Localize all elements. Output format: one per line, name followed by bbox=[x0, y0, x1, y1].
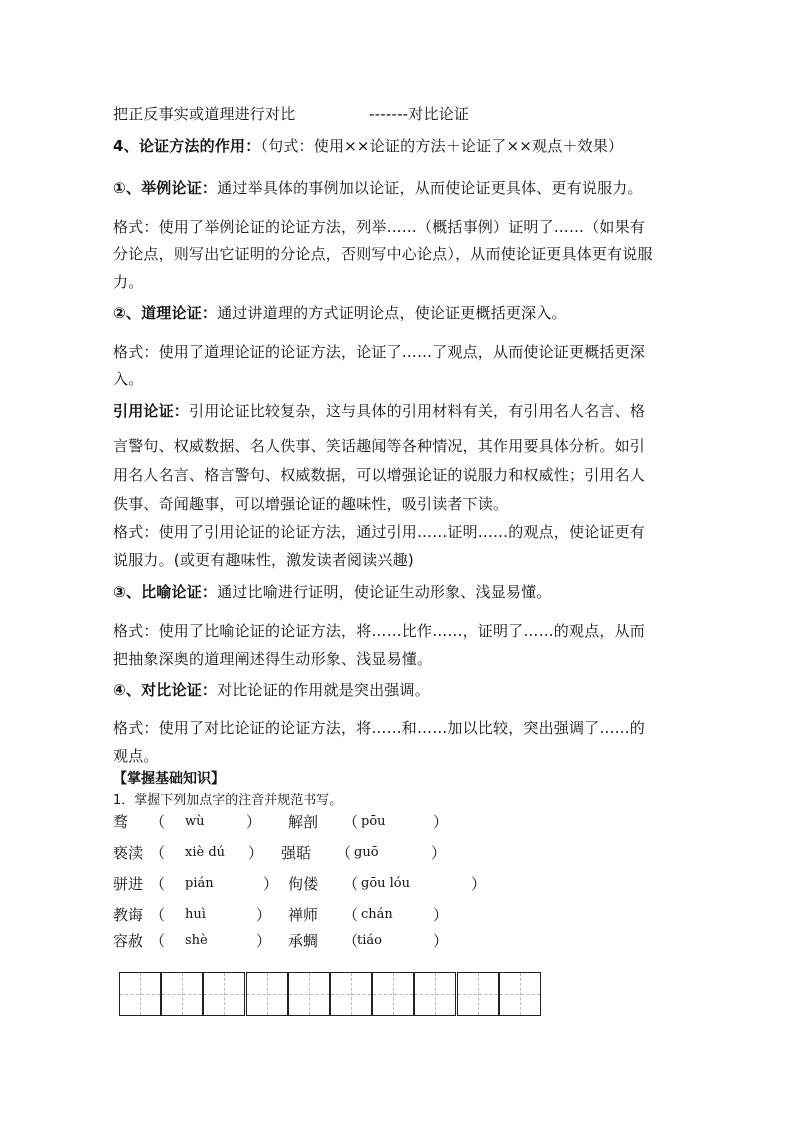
word: 强聒 bbox=[281, 844, 312, 862]
paren-open: （ bbox=[336, 844, 352, 862]
heading-pattern: （句式：使用××论证的方法＋论证了××观点＋效果） bbox=[260, 137, 624, 155]
guide-line bbox=[458, 994, 498, 995]
paren-close: ） bbox=[256, 906, 272, 924]
paren-close: ） bbox=[246, 813, 262, 831]
writing-grid-cell[interactable] bbox=[372, 972, 414, 1016]
text-line bbox=[113, 401, 645, 421]
word: 亵渎 bbox=[113, 844, 144, 862]
writing-grid bbox=[119, 972, 543, 1016]
guide-line bbox=[247, 994, 287, 995]
text-line: 言警句、权威数据、名人佚事、笑话趣闻等各种情况，其作用要具体分析。如引 bbox=[113, 437, 646, 455]
pinyin-answer[interactable]: pián bbox=[185, 876, 214, 891]
word: 承蜩 bbox=[288, 932, 319, 950]
writing-grid-cell[interactable] bbox=[414, 972, 456, 1016]
definition-text: 通过举具体的事例加以论证，从而使论证更具体、更有说服力。 bbox=[217, 179, 643, 197]
word: 禅师 bbox=[288, 906, 319, 924]
text-line: 用名人名言、格言警句、权威数据，可以增强论证的说服力和权威性；引用名人 bbox=[113, 466, 646, 484]
definition-text: 对比论证的作用就是突出强调。 bbox=[217, 681, 430, 699]
paren-open: （ bbox=[343, 932, 359, 950]
section-heading bbox=[113, 136, 623, 156]
text-line: 格式：使用了引用论证的论证方法，通过引用……证明……的观点，使论证更有 bbox=[113, 523, 646, 541]
text-line: 观点。 bbox=[113, 747, 159, 765]
term-example-argument: ①、举例论证： bbox=[113, 179, 218, 197]
term-metaphor-argument: ③、比喻论证： bbox=[113, 583, 218, 601]
text-line: 佚事、奇闻趣事，可以增强论证的趣味性，吸引读者下读。 bbox=[113, 495, 509, 513]
paren-open: （ bbox=[343, 875, 359, 893]
writing-grid-cell[interactable] bbox=[119, 972, 161, 1016]
writing-grid-cell[interactable] bbox=[499, 972, 541, 1016]
text-line: 把抽象深奥的道理阐述得生动形象、浅显易懂。 bbox=[113, 650, 433, 668]
pinyin-answer[interactable]: chán bbox=[361, 907, 393, 922]
paren-close: ） bbox=[433, 932, 449, 950]
definition-text: 通过讲道理的方式证明论点，使论证更概括更深入。 bbox=[217, 304, 567, 322]
word: 佝偻 bbox=[288, 875, 319, 893]
paren-open: （ bbox=[150, 906, 166, 924]
paren-open: （ bbox=[150, 813, 166, 831]
pinyin-answer[interactable]: xiè dú bbox=[185, 845, 226, 860]
guide-line bbox=[415, 994, 455, 995]
contrast-label: -------对比论证 bbox=[369, 105, 470, 123]
writing-grid-cell[interactable] bbox=[246, 972, 288, 1016]
contrast-definition: 把正反事实或道理进行对比 bbox=[113, 105, 296, 123]
text-line bbox=[113, 582, 552, 602]
writing-grid-cell[interactable] bbox=[161, 972, 203, 1016]
guide-line bbox=[204, 994, 244, 995]
paren-close: ） bbox=[471, 875, 487, 893]
text-line bbox=[113, 303, 567, 323]
paren-open: （ bbox=[150, 844, 166, 862]
paren-close: ） bbox=[248, 844, 264, 862]
section-title: 【掌握基础知识】 bbox=[113, 771, 225, 787]
text-line: 格式：使用了道理论证的论证方法，论证了……了观点，从而使论证更概括更深 bbox=[113, 343, 646, 361]
text-line: 说服力。(或更有趣味性，激发读者阅读兴趣) bbox=[113, 551, 414, 569]
paren-open: （ bbox=[343, 813, 359, 831]
heading-function: 4、论证方法的作用： bbox=[113, 137, 261, 155]
paren-close: ） bbox=[263, 875, 279, 893]
guide-line bbox=[373, 994, 413, 995]
word: 骛 bbox=[113, 813, 129, 831]
pinyin-answer[interactable]: huì bbox=[185, 907, 206, 922]
paren-close: ） bbox=[431, 844, 447, 862]
term-reasoning-argument: ②、道理论证： bbox=[113, 304, 218, 322]
writing-grid-cell[interactable] bbox=[203, 972, 245, 1016]
word: 教诲 bbox=[113, 906, 144, 924]
writing-grid-cell[interactable] bbox=[330, 972, 372, 1016]
definition-text: 通过比喻进行证明，使论证生动形象、浅显易懂。 bbox=[217, 583, 552, 601]
word: 容赦 bbox=[113, 932, 144, 950]
definition-text: 引用论证比较复杂，这与具体的引用材料有关，有引用名人名言、格 bbox=[189, 402, 646, 420]
text-line: 格式：使用了比喻论证的论证方法，将……比作……，证明了……的观点，从而 bbox=[113, 622, 646, 640]
paren-close: ） bbox=[256, 932, 272, 950]
text-line: 格式：使用了举例论证的论证方法，列举……（概括事例）证明了……（如果有 bbox=[113, 218, 646, 236]
guide-line bbox=[162, 994, 202, 995]
word: 解剖 bbox=[288, 813, 319, 831]
pinyin-answer[interactable]: shè bbox=[185, 933, 208, 948]
text-line bbox=[113, 104, 470, 124]
text-line bbox=[113, 178, 643, 198]
guide-line bbox=[500, 994, 540, 995]
text-line: 格式：使用了对比论证的论证方法，将……和……加以比较，突出强调了……的 bbox=[113, 719, 646, 737]
pinyin-answer[interactable]: pōu bbox=[361, 814, 386, 829]
text-line: 分论点，则写出它证明的分论点，否则写中心论点），从而使论证更具体更有说服 bbox=[113, 245, 653, 263]
pinyin-answer[interactable]: tiáo bbox=[357, 933, 382, 948]
paren-close: ） bbox=[433, 813, 449, 831]
term-quotation-argument: 引用论证： bbox=[113, 402, 190, 420]
writing-grid-cell[interactable] bbox=[457, 972, 499, 1016]
paren-open: （ bbox=[343, 906, 359, 924]
word: 骈进 bbox=[113, 875, 144, 893]
pinyin-answer[interactable]: wù bbox=[185, 814, 205, 829]
term-contrast-argument: ④、对比论证： bbox=[113, 681, 218, 699]
paren-open: （ bbox=[150, 932, 166, 950]
pinyin-answer[interactable]: guō bbox=[354, 845, 379, 860]
guide-line bbox=[289, 994, 329, 995]
guide-line bbox=[120, 994, 160, 995]
text-line: 入。 bbox=[113, 370, 144, 388]
text-line bbox=[113, 680, 430, 700]
paren-open: （ bbox=[150, 875, 166, 893]
text-line: 力。 bbox=[113, 273, 144, 291]
writing-grid-cell[interactable] bbox=[288, 972, 330, 1016]
question-1: 1．掌握下列加点字的注音并规范书写。 bbox=[113, 793, 343, 808]
pinyin-answer[interactable]: gōu lóu bbox=[361, 876, 411, 891]
paren-close: ） bbox=[433, 906, 449, 924]
guide-line bbox=[331, 994, 371, 995]
